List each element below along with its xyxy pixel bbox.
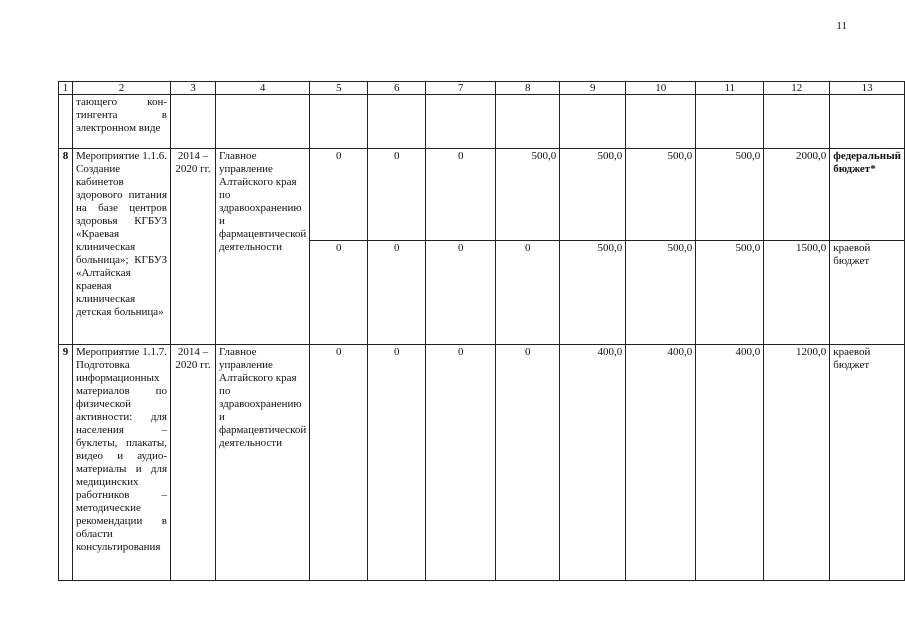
- value-cell: 400,0: [696, 345, 764, 581]
- value-cell: 0: [368, 241, 426, 345]
- value-cell: 500,0: [696, 149, 764, 241]
- table-cell: [696, 95, 764, 149]
- row-number: 9: [59, 345, 73, 581]
- value-cell: 500,0: [496, 149, 560, 241]
- header-cell: 12: [764, 82, 830, 95]
- value-cell: 0: [310, 241, 368, 345]
- period-cell: 2014 – 2020 гг.: [171, 345, 216, 581]
- activity-cell: Мероприятие 1.1.6. Создание кабинетов здорового питания на базе центров здоровья КГБУЗ «Краевая клиническая больница»; КГБУЗ «Алтайская краевая клиническая детская больница»: [73, 149, 171, 345]
- table-cell: [368, 95, 426, 149]
- value-cell: 0: [426, 149, 496, 241]
- value-cell: 0: [368, 149, 426, 241]
- value-cell: 500,0: [560, 241, 626, 345]
- total-cell: 1500,0: [764, 241, 830, 345]
- header-cell: 7: [426, 82, 496, 95]
- table-cell: [496, 95, 560, 149]
- value-cell: 400,0: [560, 345, 626, 581]
- header-cell: 5: [310, 82, 368, 95]
- header-cell: 9: [560, 82, 626, 95]
- table-cell: [59, 95, 73, 149]
- table-cell: [764, 95, 830, 149]
- header-cell: 1: [59, 82, 73, 95]
- value-cell: 500,0: [560, 149, 626, 241]
- value-cell: 0: [496, 241, 560, 345]
- executor-cell: Главное управление Алтайского края по здравоохранению и фармацевтической деятельности: [216, 149, 310, 345]
- header-cell: 11: [696, 82, 764, 95]
- header-cell: 10: [626, 82, 696, 95]
- funding-source-cell: краевой бюджет: [830, 345, 905, 581]
- table-row-9: [59, 345, 905, 581]
- table-cell: [626, 95, 696, 149]
- value-cell: 0: [426, 345, 496, 581]
- header-cell: 8: [496, 82, 560, 95]
- table-cell: [171, 95, 216, 149]
- value-cell: 0: [426, 241, 496, 345]
- table-cell: [310, 95, 368, 149]
- total-cell: 2000,0: [764, 149, 830, 241]
- program-table: [58, 81, 905, 581]
- row-number: 8: [59, 149, 73, 345]
- table-cell: [216, 95, 310, 149]
- activity-cell: тающего кон-тингента в электронном виде: [73, 95, 171, 149]
- header-cell: 6: [368, 82, 426, 95]
- value-cell: 500,0: [626, 149, 696, 241]
- table-row-continuation: [59, 95, 905, 149]
- table-cell: [426, 95, 496, 149]
- total-cell: 1200,0: [764, 345, 830, 581]
- funding-source-cell: федеральный бюджет*: [830, 149, 905, 241]
- page-number: 11: [836, 20, 847, 32]
- value-cell: 500,0: [626, 241, 696, 345]
- header-cell: 3: [171, 82, 216, 95]
- value-cell: 0: [368, 345, 426, 581]
- value-cell: 0: [496, 345, 560, 581]
- table-row-8-federal: [59, 149, 905, 241]
- value-cell: 0: [310, 345, 368, 581]
- table-cell: [830, 95, 905, 149]
- table-cell: [560, 95, 626, 149]
- header-cell: 13: [830, 82, 905, 95]
- activity-cell: Мероприятие 1.1.7. Подготовка информационных материалов по физической активности: для населения – буклеты, плакаты, видео и аудио-материалы и для медицинских работников – методические рекомендации в области консультирования: [73, 345, 171, 581]
- executor-cell: Главное управление Алтайского края по здравоохранению и фармацевтической деятельности: [216, 345, 310, 581]
- header-cell: 4: [216, 82, 310, 95]
- period-cell: 2014 – 2020 гг.: [171, 149, 216, 345]
- header-cell: 2: [73, 82, 171, 95]
- value-cell: 500,0: [696, 241, 764, 345]
- header-row: [59, 82, 905, 95]
- value-cell: 0: [310, 149, 368, 241]
- funding-source-cell: краевой бюджет: [830, 241, 905, 345]
- value-cell: 400,0: [626, 345, 696, 581]
